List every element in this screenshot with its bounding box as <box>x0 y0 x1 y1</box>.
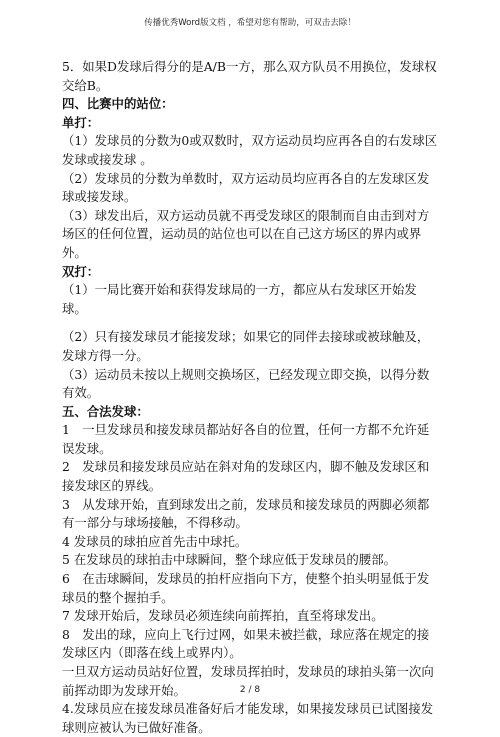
doubles-item-2: （2）只有接发球员才能接发球；如果它的同伴去接球或被球触及，发球方得一分。 <box>62 329 430 363</box>
section-heading-positions: 四、比赛中的站位： <box>62 96 174 112</box>
serve-rule-1: 1 一旦发球员和接发球员都站好各自的位置，任何一方都不允许延误发球。 <box>62 422 430 456</box>
serve-start-note: 一旦双方运动员站好位置，发球员挥拍时，发球员的球拍头第一次向前挥动即为发球开始。 <box>62 664 434 698</box>
paragraph-gap <box>62 318 440 328</box>
serve-rule-4: 4 发球员的球拍应首先击中球托。 <box>62 533 248 549</box>
singles-item-2: （2）发球员的分数为单数时，双方运动员均应再各自的左发球区发球或接发球。 <box>62 170 430 205</box>
serve-rule-8: 8 发出的球，应向上飞行过网，如果未被拦截，球应落在规定的接发球区内（即落在线上或界内）。 <box>62 626 430 661</box>
page-header: 传播优秀Word版文档 ，希望对您有帮助，可双击去除！ <box>144 18 356 28</box>
serve-rule-5: 5 在发球员的球拍击中球瞬间，整个球应低于发球员的腰部。 <box>62 552 396 568</box>
serve-readiness-rule: 4.发球员应在接发球员准备好后才能发球，如果接发球员已试图接发球则应被认为已做好准备。 <box>62 701 434 735</box>
singles-item-3: （3）球发出后，双方运动员就不再受发球区的限制而自由击到对方场区的任何位置，运动员的站位也可以在自己这方场区的界内或界外。 <box>62 207 430 260</box>
subheading-singles: 单打： <box>62 114 100 130</box>
serve-rule-2: 2 发球员和接发球员应站在斜对角的发球区内，脚不触及发球区和接发球区的界线。 <box>62 459 430 494</box>
serve-rule-6: 6 在击球瞬间，发球员的拍杆应指向下方，使整个拍头明显低于发球员的整个握拍手。 <box>62 571 430 605</box>
paragraph-rule-5: 5．如果D发球后得分的是A/B一方，那么双方队员不用换位，发球权交给B。 <box>62 59 437 93</box>
singles-item-1: （1）发球员的分数为0或双数时，双方运动员均应再各自的右发球区发球或接发球 。 <box>62 133 438 167</box>
serve-rule-3: 3 从发球开始，直到球发出之前，发球员和接发球员的两脚必须都有一部分与球场接触，不得移动。 <box>62 496 430 531</box>
page-number: 2 / 8 <box>239 685 261 695</box>
section-heading-legal-serve: 五、合法发球： <box>62 403 149 419</box>
subheading-doubles: 双打： <box>62 263 100 279</box>
doubles-item-3: （3）运动员未按以上规则交换场区，已经发现立即交换，以得分数有效。 <box>62 366 430 401</box>
document-body <box>62 58 440 737</box>
doubles-item-1: （1）一局比赛开始和获得发球局的一方，都应从右发球区开始发球。 <box>62 282 417 316</box>
serve-rule-7: 7 发球开始后，发球员必须连续向前挥拍，直至将球发出。 <box>62 608 384 624</box>
